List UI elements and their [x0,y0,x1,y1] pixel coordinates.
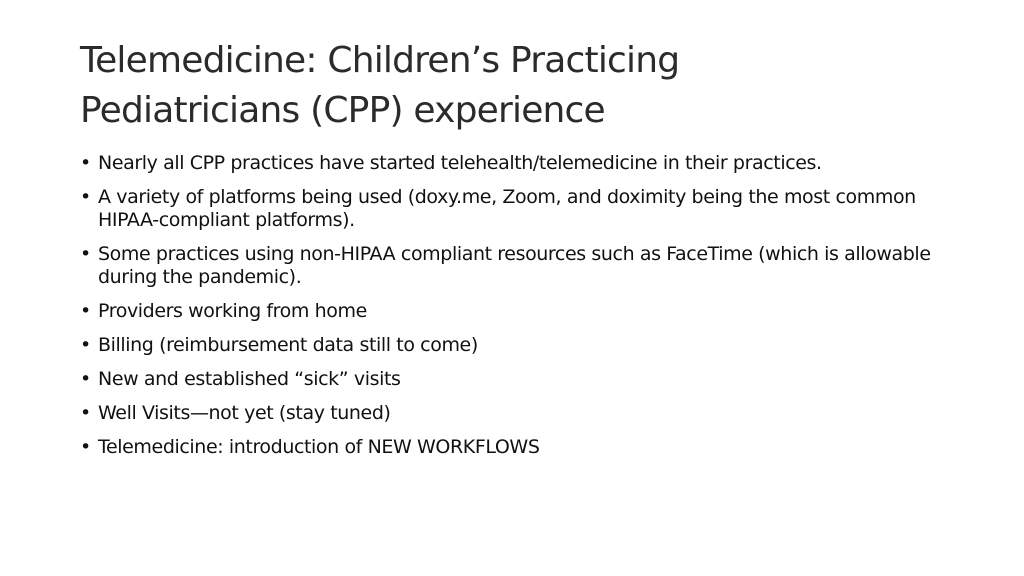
bullet-item [80,334,960,357]
bullet-icon: • [80,402,91,424]
bullet-list [80,152,960,470]
bullet-item [80,368,960,391]
bullet-icon: • [80,152,91,174]
bullet-item [80,152,960,175]
bullet-text: Telemedicine: introduction of NEW WORKFLOWS [98,436,540,458]
bullet-icon: • [80,334,91,356]
bullet-text: Nearly all CPP practices have started telehealth/telemedicine in their practices. [98,152,822,174]
bullet-icon: • [80,186,91,208]
bullet-item [80,300,960,323]
bullet-icon: • [80,368,91,390]
slide-title-line-1: Telemedicine: Children’s Practicing [80,40,680,81]
bullet-item [80,186,960,232]
bullet-item [80,436,960,459]
bullet-icon: • [80,436,91,458]
bullet-icon: • [80,300,91,322]
bullet-text: Some practices using non-HIPAA compliant resources such as FaceTime (which is allowable during the pandemic). [98,243,931,288]
bullet-text: New and established “sick” visits [98,368,401,390]
bullet-text: Well Visits—not yet (stay tuned) [98,402,391,424]
bullet-text: Billing (reimbursement data still to come) [98,334,478,356]
bullet-text: Providers working from home [98,300,367,322]
bullet-item [80,402,960,425]
bullet-item [80,243,960,289]
bullet-text: A variety of platforms being used (doxy.me, Zoom, and doximity being the most common HIPAA-compliant platforms). [98,186,916,231]
bullet-icon: • [80,243,91,265]
slide-title-line-2: Pediatricians (CPP) experience [80,90,605,131]
slide-title [80,36,960,136]
